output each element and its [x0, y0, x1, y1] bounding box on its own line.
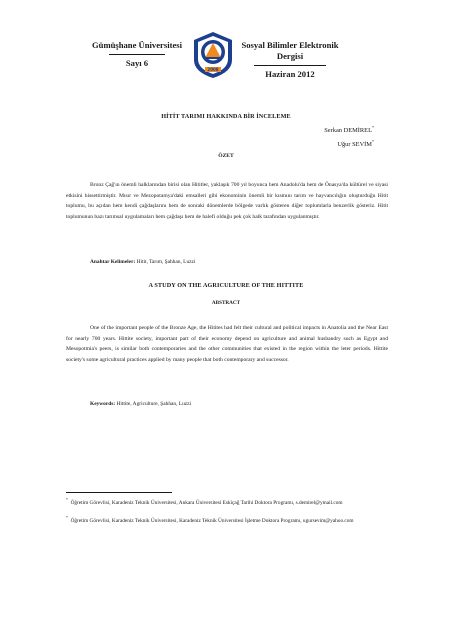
journal-header-right [238, 40, 342, 80]
keywords-label: Keywords: [90, 401, 116, 407]
ozet-paragraph [66, 180, 388, 222]
abstract-heading: ABSTRACT [211, 300, 241, 306]
issue-number: Sayı 6 [125, 58, 149, 68]
keywords-tr [90, 259, 195, 265]
footnote-marker: * [372, 125, 374, 130]
footnote-rule [66, 492, 172, 493]
journal-header-left [88, 40, 186, 69]
keywords-label: Anahtar Kelimeler: [90, 259, 136, 265]
keywords-value: Hitit, Tarım, Şahhan, Luzzi [136, 259, 196, 265]
article-title-en: A STUDY ON THE AGRICULTURE OF THE HITTITE [148, 282, 304, 289]
author-2 [337, 139, 374, 148]
footnote-2 [66, 515, 388, 526]
footnote-text: Öğretim Görevlisi, Karadeniz Teknik Üniversitesi, Ankara Üniversitesi Eskiçağ Tarihi Doktora Programı, s.demirel@ymail.com [70, 499, 343, 506]
university-logo [191, 30, 235, 80]
article-title-tr: HİTİT TARIMI HAKKINDA BİR İNCELEME [161, 113, 291, 120]
header-rule [254, 65, 326, 66]
author-1 [324, 125, 374, 134]
keywords-value: Hittite, Agriculture, Şahhan, Luzzi [116, 401, 192, 407]
footnote-marker: * [66, 498, 68, 502]
footnote-marker: * [372, 139, 374, 144]
footnote-text: Öğretim Görevlisi, Karadeniz Teknik Üniversitesi, Karadeniz Teknik Üniversitesi İşletme Doktora Programı, ugursevim@yahoo.com [70, 517, 354, 524]
footnote-1 [66, 497, 388, 508]
journal-name: Sosyal Bilimler Elektronik Dergisi [241, 40, 339, 61]
university-name: Gümüşhane Üniversitesi [91, 40, 182, 50]
ozet-text: Bronz Çağ'ın önemli halklarından birisi olan Hititler, yaklaşık 700 yıl boyunca hem Anadolu'da hem de Önasya'da kültürel ve siyasi etkisini hissettirmiştir. Mısır ve Mezopotamya'daki emsalleri gibi ekonominin önemli bir kısmını tarım ve hayvancılığın oluşturduğu Hitit toplumu, bu açıdan hem kendi çağdaşlarını hem de sonraki dönemlerde bölgede varlık gösteren diğer toplumlarla benzerlik gösteriz. Hitit toplumunun bazı tarımsal uygulamaları hem çağdaşı hem de halefi olduğu pek çok halk tarafından uygulanmıştır. [66, 182, 388, 220]
ozet-heading: ÖZET [218, 153, 234, 159]
issue-date: Haziran 2012 [265, 69, 315, 79]
header-rule [109, 54, 165, 55]
abstract-paragraph [66, 323, 388, 365]
keywords-en [90, 401, 191, 407]
author-name: Serkan DEMİREL [324, 127, 372, 135]
author-name: Uğur SEVİM [337, 141, 372, 149]
abstract-text: One of the important people of the Bronze Age, the Hitites had felt their cultural and political impacts in Anatolia and the Near East for nearly 700 years. Hittite society, important part of their economy depend on agriculture and animal husbandry such as Egypt and Mesopotmia's peers, is similar both contemporaries and the other communities that existed in the region within the leter periods. Hittite society's some agricultural practices applied by many people that both contemporary and successor. [66, 325, 388, 363]
footnote-marker: * [66, 516, 68, 520]
logo-year: 2008 [207, 67, 219, 73]
